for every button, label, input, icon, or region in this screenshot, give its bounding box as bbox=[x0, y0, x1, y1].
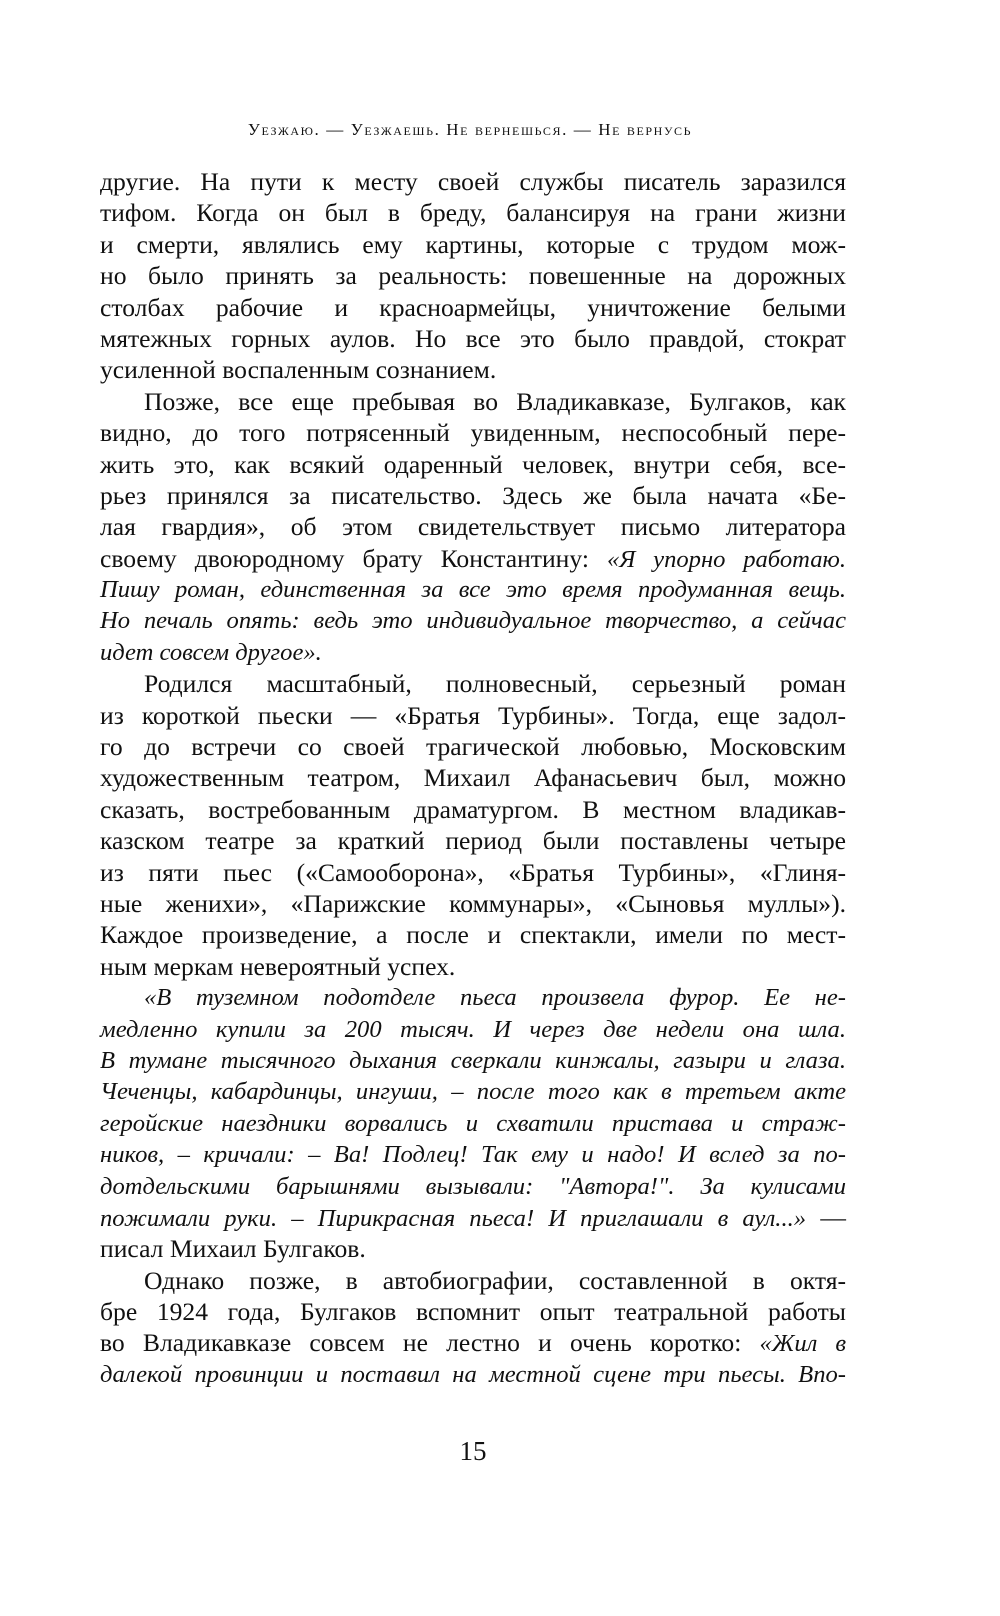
text-line: ным меркам невероятный успех. bbox=[100, 951, 456, 981]
body-text bbox=[100, 166, 846, 1390]
text-line: другие. На пути к месту своей службы писатель заразился bbox=[100, 167, 846, 196]
quote-line: геройские наездники ворвались и схватили пристава и страж- bbox=[100, 1109, 846, 1137]
text-line bbox=[100, 1327, 846, 1358]
text-line: из короткой пьески — «Братья Турбины». Тогда, еще задол- bbox=[100, 700, 846, 730]
text-line: видно, до того потрясенный увиденным, неспособный пере- bbox=[100, 418, 846, 448]
running-head: Уезжаю. — Уезжаешь. Не вернешься. — Не вернусь bbox=[247, 120, 693, 139]
text-line: казском театре за краткий период были поставлены четыре bbox=[100, 826, 846, 856]
text-line: Родился масштабный, полновесный, серьезный роман bbox=[144, 669, 846, 699]
text-segment: — bbox=[806, 1202, 846, 1232]
text-segment: во Владикавказе совсем не лестно и очень коротко: bbox=[100, 1328, 760, 1358]
text-line: Каждое произведение, а после и спектакли, имели по мест- bbox=[100, 920, 846, 950]
quote-line: далекой провинции и поставил на местной сцене три пьесы. Впо- bbox=[100, 1360, 846, 1388]
text-line: тифом. Когда он был в бреду, балансируя на грани жизни bbox=[100, 198, 846, 228]
quote-line: дотдельскими барышнями вызывали: "Автора!". За кулисами bbox=[100, 1172, 846, 1200]
quote-line: Чеченцы, кабардинцы, ингуши, – после того как в третьем акте bbox=[100, 1078, 846, 1106]
quote-line: медленно купили за 200 тысяч. И через две недели она шла. bbox=[100, 1015, 846, 1043]
quote-segment: «Я упорно работаю. bbox=[606, 545, 846, 573]
text-line: ные женихи», «Парижские коммунары», «Сыновья муллы»). bbox=[100, 888, 846, 918]
text-line bbox=[100, 543, 846, 574]
text-segment: своему двоюродному брату Константину: bbox=[100, 543, 607, 573]
page-number: 15 bbox=[459, 1436, 487, 1466]
text-line: Позже, все еще пребывая во Владикавказе, Булгаков, как bbox=[144, 386, 846, 416]
text-line: из пяти пьес («Самооборона», «Братья Турбины», «Глиня- bbox=[100, 857, 846, 887]
text-line: рьез принялся за писательство. Здесь же была начата «Бе- bbox=[100, 480, 846, 510]
text-line: мятежных горных аулов. Но все это было правдой, стократ bbox=[100, 323, 846, 353]
quote-line: Но печаль опять: ведь это индивидуальное творчество, а сейчас bbox=[100, 607, 846, 635]
text-line: жить это, как всякий одаренный человек, внутри себя, все- bbox=[100, 449, 846, 479]
text-line: и смерти, являлись ему картины, которые с трудом мож- bbox=[100, 229, 846, 259]
quote-line bbox=[100, 1202, 846, 1233]
text-line: столбах рабочие и красноармейцы, уничтожение белыми bbox=[100, 292, 846, 322]
quote-line: В тумане тысячного дыхания сверкали кинжалы, газыри и глаза. bbox=[100, 1046, 846, 1074]
text-line: но было принять за реальность: повешенные на дорожных bbox=[100, 261, 846, 291]
text-line: сказать, востребованным драматургом. В местном владикав- bbox=[100, 794, 846, 824]
text-line: писал Михаил Булгаков. bbox=[100, 1234, 366, 1264]
text-line: усиленной воспаленным сознанием. bbox=[100, 355, 497, 385]
text-line: лая гвардия», об этом свидетельствует письмо литератора bbox=[100, 512, 846, 542]
quote-line: идет совсем другое». bbox=[100, 638, 322, 666]
quote-line: ников, – кричали: – Ва! Подлец! Так ему и надо! И вслед за по- bbox=[100, 1141, 846, 1169]
text-line: бре 1924 года, Булгаков вспомнит опыт театральной работы bbox=[100, 1297, 846, 1327]
text-line: Однако позже, в автобиографии, составленной в октя- bbox=[144, 1265, 846, 1295]
quote-line: «В туземном подотделе пьеса произвела фурор. Ее не- bbox=[144, 984, 846, 1012]
quote-line: Пишу роман, единственная за все это время продуманная вещь. bbox=[100, 576, 846, 604]
text-line: художественным театром, Михаил Афанасьевич был, можно bbox=[100, 763, 846, 793]
quote-segment: «Жил в bbox=[759, 1330, 846, 1358]
quote-segment: пожимали руки. – Пирикрасная пьеса! И приглашали в аул...» bbox=[100, 1204, 807, 1232]
text-line: го до встречи со своей трагической любовью, Московским bbox=[100, 732, 846, 762]
